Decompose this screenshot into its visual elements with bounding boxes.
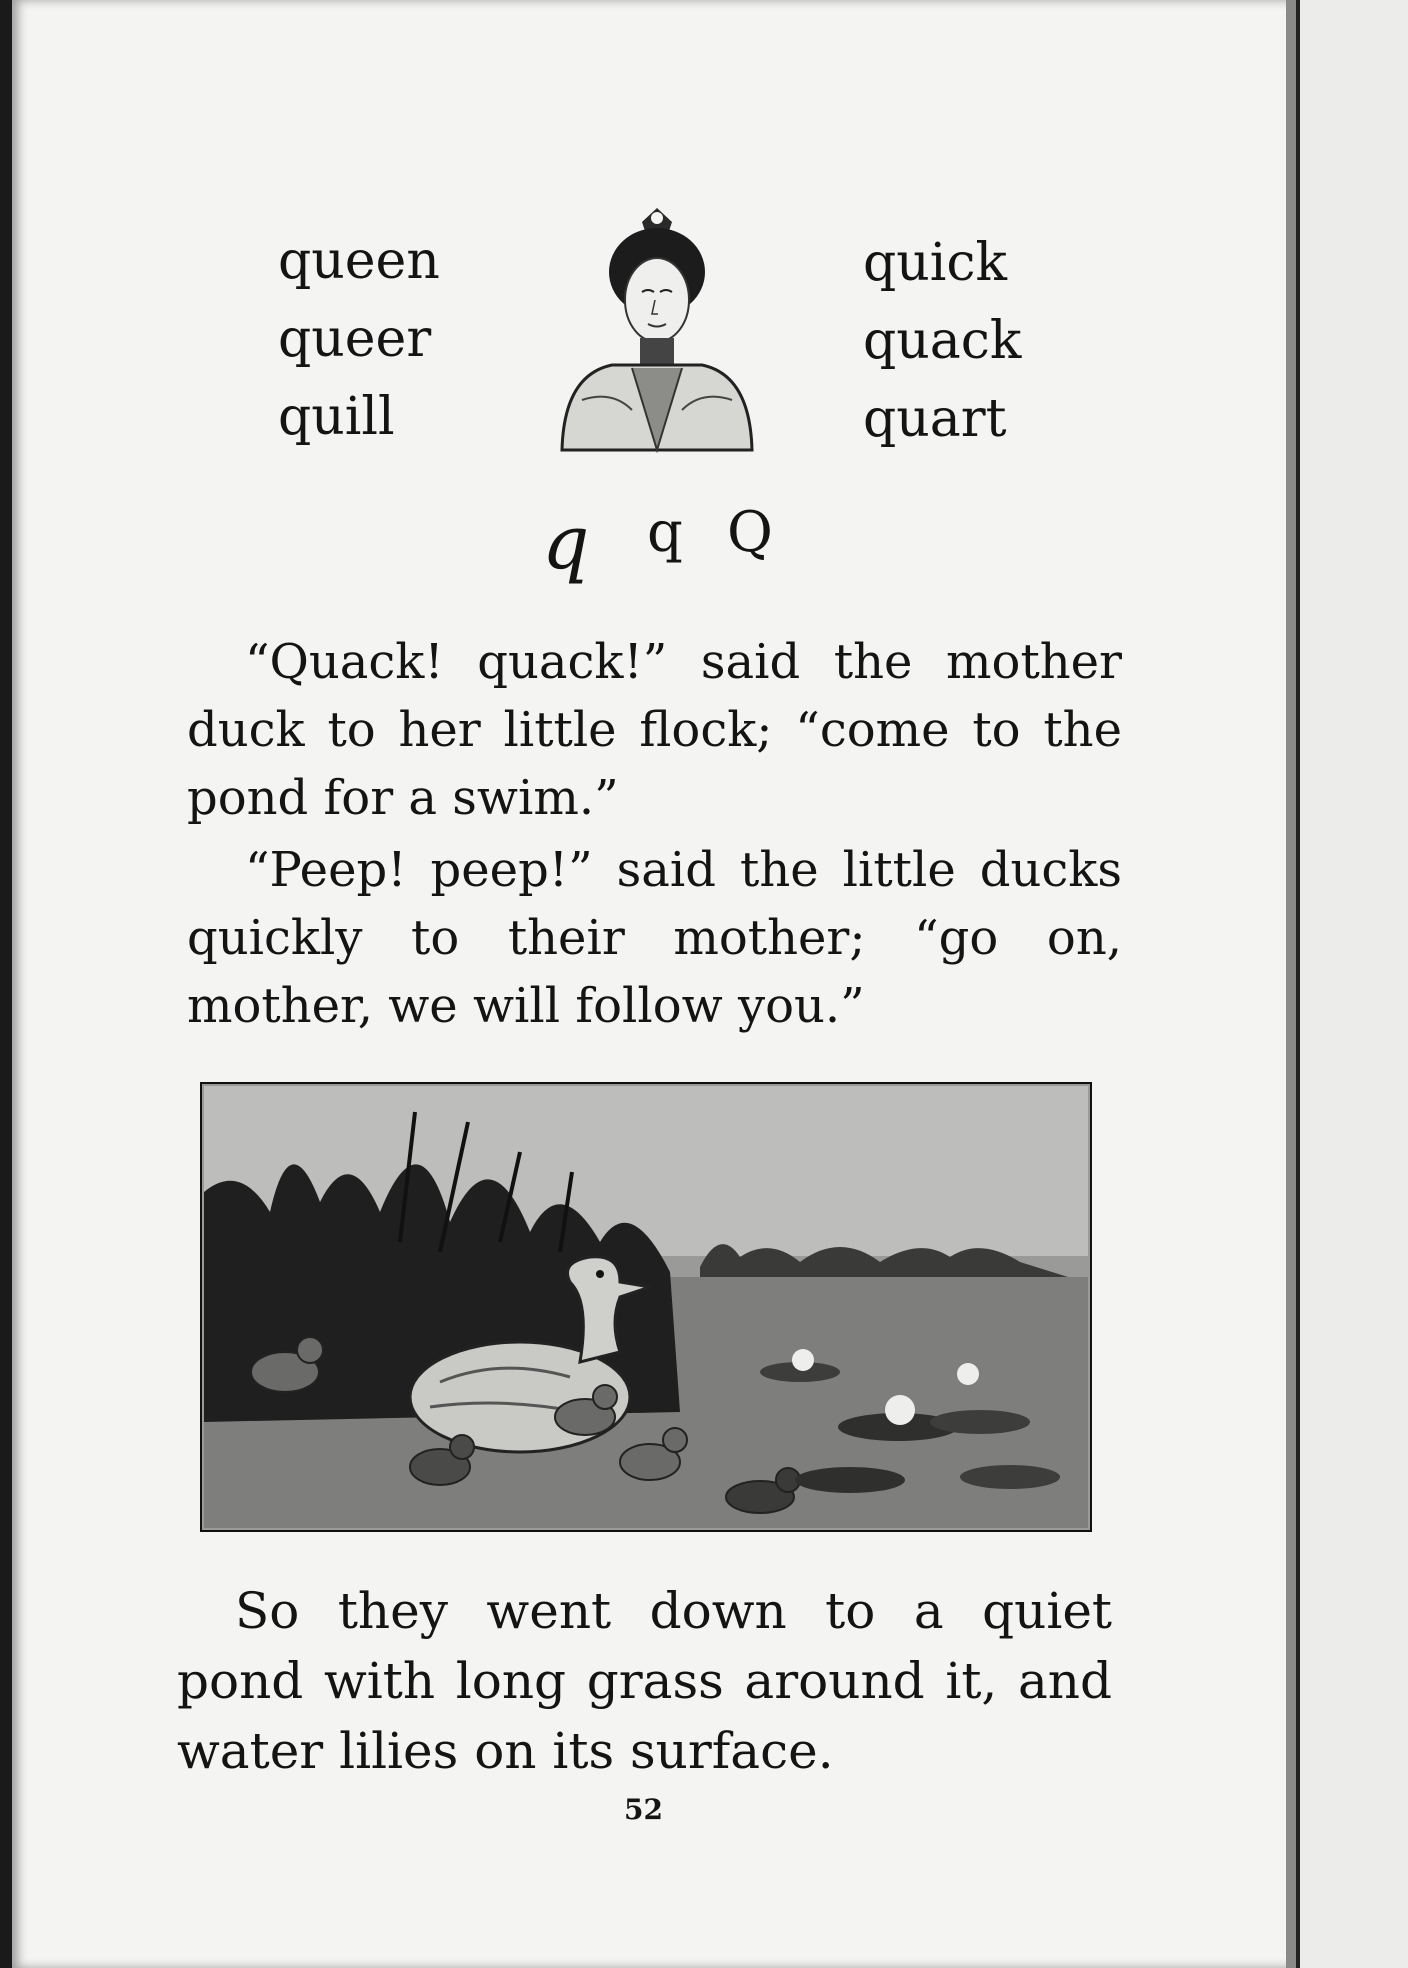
word-queer: queer <box>278 309 432 369</box>
word-quick: quick <box>863 233 1008 293</box>
word-quart: quart <box>863 389 1007 449</box>
word-list-right <box>863 224 1021 458</box>
paragraph-pond: So they went down to a quiet pond with long grass around it, and water lilies on its surface. <box>177 1582 1112 1780</box>
letter-q-script: q <box>542 500 590 586</box>
paragraph-peep: “Peep! peep!” said the little ducks quickly to their mother; “go on, mother, we will follow you.” <box>187 842 1122 1034</box>
book-page <box>12 0 1292 1968</box>
word-queen: queen <box>278 231 440 291</box>
facing-page-edge <box>1296 0 1408 1968</box>
letter-q-lower: q <box>647 500 683 565</box>
letter-q-upper: Q <box>727 500 773 565</box>
page-number: 52 <box>624 1793 663 1826</box>
word-quack: quack <box>863 311 1022 371</box>
word-list-left <box>278 222 440 456</box>
word-quill: quill <box>278 387 395 447</box>
book-spine <box>1286 0 1296 1968</box>
duck-pond-illustration <box>200 1082 1092 1532</box>
queen-portrait <box>542 200 772 465</box>
letter-forms <box>532 500 792 590</box>
paragraph-quack: “Quack! quack!” said the mother duck to her little flock; “come to the pond for a swim.” <box>187 634 1122 826</box>
